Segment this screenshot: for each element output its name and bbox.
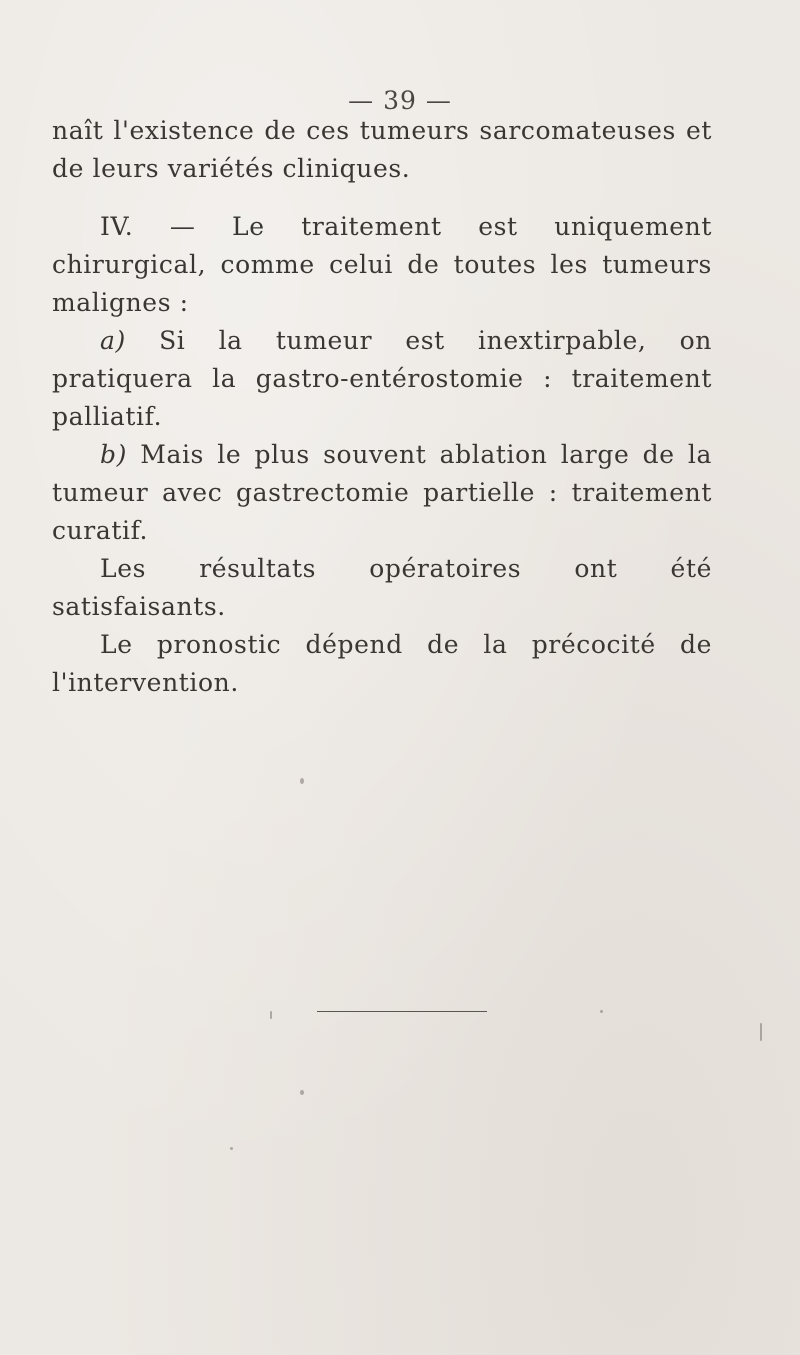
paper-speck — [600, 1010, 603, 1013]
item-a-label: a) — [100, 326, 126, 355]
section-divider — [317, 1011, 487, 1012]
body-text — [52, 112, 712, 702]
paragraph-prognosis: Le pronostic dépend de la précocité de l'intervention. — [52, 630, 712, 697]
paragraph-section-iv: IV. — Le traitement est uniquement chirurgical, comme celui de toutes les tumeurs malignes : — [52, 212, 712, 317]
paragraph-intro: naît l'existence de ces tumeurs sarcomateuses et de leurs variétés cliniques. — [52, 116, 712, 183]
paragraph-results: Les résultats opératoires ont été satisfaisants. — [52, 554, 712, 621]
item-b-label: b) — [100, 440, 127, 469]
paper-speck — [270, 1011, 272, 1019]
paper-speck — [760, 1023, 762, 1041]
item-a-text: Si la tumeur est inextirpable, on pratiquera la gastro-entérostomie : traitement palliatif. — [52, 326, 713, 431]
paragraph-item-b — [52, 436, 712, 550]
paragraph-item-a — [52, 322, 712, 436]
page-number: — 39 — — [348, 86, 452, 115]
item-b-text: Mais le plus souvent ablation large de la tumeur avec gastrectomie partielle : traitement curatif. — [52, 440, 712, 545]
paper-speck — [300, 778, 304, 784]
paper-speck — [230, 1147, 233, 1150]
paper-speck — [300, 1090, 304, 1095]
